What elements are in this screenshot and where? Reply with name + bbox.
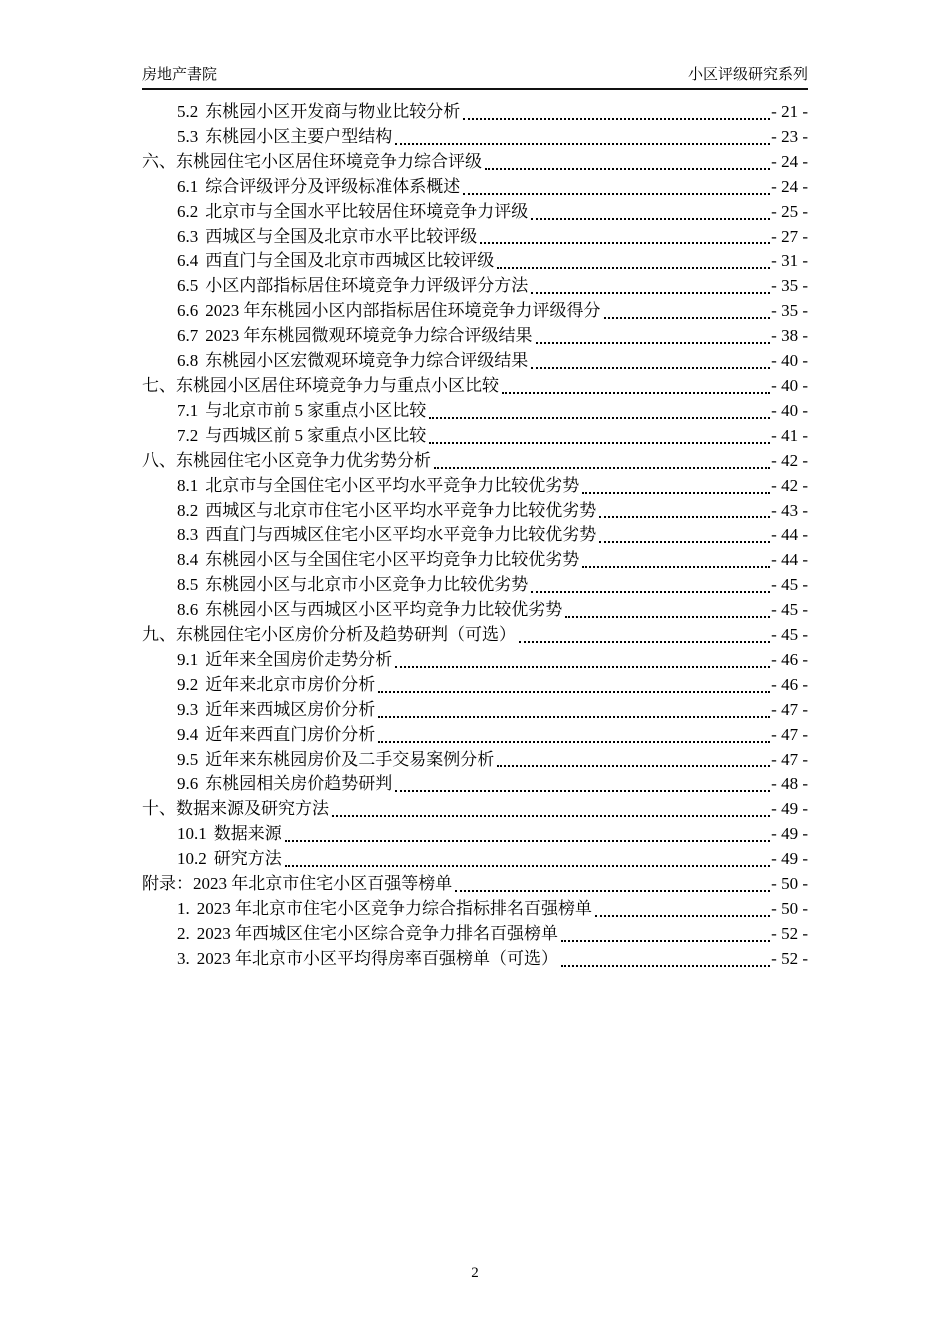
toc-leader-dots <box>599 516 770 518</box>
toc-page-number: - 45 - <box>771 575 808 595</box>
toc-entry[interactable] <box>142 872 808 897</box>
toc-entry[interactable] <box>142 748 808 773</box>
toc-entry[interactable] <box>142 125 808 150</box>
toc-entry[interactable] <box>142 772 808 797</box>
toc-entry-title: 近年来西直门房价分析 <box>205 724 376 744</box>
toc-entry-label: 9.2 <box>177 674 199 694</box>
toc-leader-dots <box>519 641 770 643</box>
toc-entry-title: 与西城区前 5 家重点小区比较 <box>205 425 427 445</box>
toc-page-number: - 48 - <box>771 774 808 794</box>
toc-page-number: - 40 - <box>771 375 808 395</box>
toc-leader-dots <box>395 666 770 668</box>
toc-entry-label: 10.1 <box>177 824 207 844</box>
toc-entry[interactable] <box>142 673 808 698</box>
toc-entry-title: 近年来东桃园房价及二手交易案例分析 <box>205 749 495 769</box>
toc-page-number: - 44 - <box>771 550 808 570</box>
toc-leader-dots <box>604 317 771 319</box>
toc-entry[interactable] <box>142 797 808 822</box>
toc-entry-label: 七、 <box>142 375 176 395</box>
toc-leader-dots <box>429 417 770 419</box>
toc-entry[interactable] <box>142 598 808 623</box>
toc-leader-dots <box>429 442 770 444</box>
toc-entry-title: 近年来全国房价走势分析 <box>205 649 393 669</box>
toc-entry-title: 东桃园住宅小区居住环境竞争力综合评级 <box>176 151 482 171</box>
toc-entry[interactable] <box>142 399 808 424</box>
toc-page-number: - 46 - <box>771 674 808 694</box>
toc-page-number: - 45 - <box>771 625 808 645</box>
toc-leader-dots <box>595 915 770 917</box>
toc-page-number: - 35 - <box>771 276 808 296</box>
toc-entry[interactable] <box>142 548 808 573</box>
toc-page-number: - 42 - <box>771 450 808 470</box>
toc-entry-label: 十、 <box>142 799 176 819</box>
toc-leader-dots <box>285 840 770 842</box>
toc-entry-title: 东桃园小区与全国住宅小区平均竞争力比较优劣势 <box>205 550 580 570</box>
toc-page-number: - 47 - <box>771 724 808 744</box>
toc-entry[interactable] <box>142 150 808 175</box>
toc-entry-label: 8.1 <box>177 475 199 495</box>
toc-entry-label: 8.3 <box>177 525 199 545</box>
toc-leader-dots <box>561 965 770 967</box>
toc-page-number: - 23 - <box>771 126 808 146</box>
toc-entry-title: 小区内部指标居住环境竞争力评级评分方法 <box>205 276 529 296</box>
toc-entry[interactable] <box>142 324 808 349</box>
toc-entry[interactable] <box>142 249 808 274</box>
toc-entry-label: 六、 <box>142 151 176 171</box>
toc-entry[interactable] <box>142 299 808 324</box>
toc-leader-dots <box>455 890 770 892</box>
toc-entry-label: 八、 <box>142 450 176 470</box>
toc-entry-label: 6.6 <box>177 301 199 321</box>
toc-page-number: - 21 - <box>771 102 808 121</box>
toc-entry-label: 6.8 <box>177 351 199 371</box>
toc-entry-title: 2023 年东桃园微观环境竞争力综合评级结果 <box>205 326 533 346</box>
toc-page-number: - 46 - <box>771 649 808 669</box>
toc-entry-label: 6.2 <box>177 201 199 221</box>
toc-entry-label: 9.5 <box>177 749 199 769</box>
toc-entry[interactable] <box>142 499 808 524</box>
toc-entry[interactable] <box>142 922 808 947</box>
toc-leader-dots <box>497 267 770 269</box>
toc-leader-dots <box>531 218 770 220</box>
toc-leader-dots <box>485 168 770 170</box>
toc-entry-title: 西城区与北京市住宅小区平均水平竞争力比较优劣势 <box>205 500 597 520</box>
toc-entry-title: 2023 年北京市小区平均得房率百强榜单（可选） <box>196 948 558 968</box>
toc-entry[interactable] <box>142 374 808 399</box>
toc-entry-label: 9.1 <box>177 649 199 669</box>
toc-leader-dots <box>582 566 770 568</box>
toc-page-number: - 27 - <box>771 226 808 246</box>
toc-entry-label: 附录： <box>142 874 193 894</box>
toc-page-number: - 49 - <box>771 824 808 844</box>
toc-leader-dots <box>463 118 770 120</box>
toc-entry-label: 8.2 <box>177 500 199 520</box>
toc-entry-title: 研究方法 <box>213 849 282 869</box>
toc-leader-dots <box>531 367 770 369</box>
toc-page-number: - 31 - <box>771 251 808 271</box>
toc-entry-title: 东桃园小区开发商与物业比较分析 <box>205 102 461 121</box>
toc-entry-label: 6.3 <box>177 226 199 246</box>
toc-page-number: - 24 - <box>771 151 808 171</box>
toc-page-number: - 24 - <box>771 176 808 196</box>
toc-entry-label: 3. <box>177 948 190 968</box>
toc-entry-label: 6.1 <box>177 176 199 196</box>
toc-list <box>142 100 808 972</box>
toc-entry-title: 2023 年西城区住宅小区综合竞争力排名百强榜单 <box>196 923 558 943</box>
toc-entry[interactable] <box>142 349 808 374</box>
toc-entry-title: 西城区与全国及北京市水平比较评级 <box>205 226 478 246</box>
toc-entry-label: 1. <box>177 899 190 918</box>
toc-leader-dots <box>378 716 770 718</box>
toc-entry[interactable] <box>142 274 808 299</box>
toc-entry-title: 北京市与全国水平比较居住环境竞争力评级 <box>205 201 529 221</box>
toc-page-number: - 44 - <box>771 525 808 545</box>
toc-leader-dots <box>285 865 770 867</box>
toc-entry-label: 6.4 <box>177 251 199 271</box>
toc-page-number: - 49 - <box>771 849 808 869</box>
toc-entry-label: 九、 <box>142 625 176 645</box>
toc-entry-title: 2023 年北京市住宅小区百强等榜单 <box>193 874 453 894</box>
toc-entry-title: 东桃园小区主要户型结构 <box>205 126 393 146</box>
toc-entry-label: 7.1 <box>177 400 199 420</box>
toc-entry[interactable] <box>142 573 808 598</box>
toc-page-number: - 52 - <box>771 923 808 943</box>
toc-leader-dots <box>531 591 770 593</box>
toc-page-number: - 49 - <box>771 799 808 819</box>
toc-leader-dots <box>434 467 770 469</box>
toc-entry-title: 东桃园小区与西城区小区平均竞争力比较优劣势 <box>205 600 563 620</box>
toc-entry-label: 5.2 <box>177 102 199 121</box>
toc-leader-dots <box>565 616 770 618</box>
toc-entry[interactable] <box>142 648 808 673</box>
toc-page-number: - 52 - <box>771 948 808 968</box>
footer-page-number: 2 <box>471 1265 479 1281</box>
toc-entry[interactable] <box>142 947 808 972</box>
toc-leader-dots <box>536 342 771 344</box>
toc-page-number: - 47 - <box>771 699 808 719</box>
toc-page-number: - 45 - <box>771 600 808 620</box>
toc-entry-label: 6.7 <box>177 326 199 346</box>
toc-entry-label: 8.5 <box>177 575 199 595</box>
toc-entry-title: 东桃园相关房价趋势研判 <box>205 774 393 794</box>
toc-entry-title: 东桃园小区宏微观环境竞争力综合评级结果 <box>205 351 529 371</box>
toc-entry[interactable] <box>142 424 808 449</box>
toc-leader-dots <box>378 691 770 693</box>
toc-leader-dots <box>395 790 770 792</box>
toc-page-number: - 47 - <box>771 749 808 769</box>
toc-entry[interactable] <box>142 225 808 250</box>
toc-entry-label: 9.4 <box>177 724 199 744</box>
toc-entry-title: 与北京市前 5 家重点小区比较 <box>205 400 427 420</box>
toc-page-number: - 43 - <box>771 500 808 520</box>
toc-entry-title: 数据来源 <box>213 824 282 844</box>
toc-entry-label: 9.3 <box>177 699 199 719</box>
toc-leader-dots <box>531 292 770 294</box>
toc-entry-label: 10.2 <box>177 849 207 869</box>
toc-page-number: - 42 - <box>771 475 808 495</box>
toc-leader-dots <box>497 765 770 767</box>
toc-page-number: - 50 - <box>771 874 808 894</box>
toc-entry[interactable] <box>142 897 808 922</box>
toc-entry-label: 7.2 <box>177 425 199 445</box>
toc-entry-title: 东桃园住宅小区竞争力优劣势分析 <box>176 450 431 470</box>
toc-entry[interactable] <box>142 200 808 225</box>
toc-leader-dots <box>332 815 770 817</box>
toc-entry[interactable] <box>142 847 808 872</box>
toc-page-number: - 40 - <box>771 351 808 371</box>
toc-entry-title: 东桃园住宅小区房价分析及趋势研判（可选） <box>176 625 516 645</box>
toc-leader-dots <box>480 242 770 244</box>
toc-page-number: - 25 - <box>771 201 808 221</box>
toc-leader-dots <box>395 143 770 145</box>
toc-page-number: - 38 - <box>771 326 808 346</box>
toc-entry[interactable] <box>142 623 808 648</box>
toc-entry[interactable] <box>142 698 808 723</box>
header-right-title: 小区评级研究系列 <box>687 67 808 83</box>
toc-page-number: - 40 - <box>771 400 808 420</box>
toc-page-number: - 35 - <box>771 301 808 321</box>
toc-entry-label: 5.3 <box>177 126 199 146</box>
toc-entry[interactable] <box>142 100 808 125</box>
toc-leader-dots <box>561 940 770 942</box>
toc-entry[interactable] <box>142 523 808 548</box>
toc-entry-title: 东桃园小区居住环境竞争力与重点小区比较 <box>176 375 499 395</box>
toc-entry-title: 西直门与西城区住宅小区平均水平竞争力比较优劣势 <box>205 525 597 545</box>
toc-leader-dots <box>502 392 770 394</box>
toc-entry-title: 2023 年东桃园小区内部指标居住环境竞争力评级得分 <box>205 301 601 321</box>
toc-entry-title: 北京市与全国住宅小区平均水平竞争力比较优劣势 <box>205 475 580 495</box>
toc-entry[interactable] <box>142 449 808 474</box>
header-left-title: 房地产書院 <box>142 67 218 83</box>
toc-entry[interactable] <box>142 474 808 499</box>
toc-entry-label: 8.6 <box>177 600 199 620</box>
toc-entry-label: 2. <box>177 923 190 943</box>
toc-entry[interactable] <box>142 175 808 200</box>
toc-entry-label: 9.6 <box>177 774 199 794</box>
toc-entry-title: 综合评级评分及评级标准体系概述 <box>205 176 461 196</box>
toc-entry[interactable] <box>142 723 808 748</box>
toc-entry-title: 西直门与全国及北京市西城区比较评级 <box>205 251 495 271</box>
toc-entry-title: 2023 年北京市住宅小区竞争力综合指标排名百强榜单 <box>196 899 592 918</box>
toc-entry-title: 近年来北京市房价分析 <box>205 674 376 694</box>
toc-entry-title: 东桃园小区与北京市小区竞争力比较优劣势 <box>205 575 529 595</box>
toc-leader-dots <box>378 741 770 743</box>
page-header <box>142 0 808 90</box>
toc-entry-label: 8.4 <box>177 550 199 570</box>
toc-entry-label: 6.5 <box>177 276 199 296</box>
toc-leader-dots <box>582 492 770 494</box>
toc-leader-dots <box>463 193 770 195</box>
toc-entry[interactable] <box>142 822 808 847</box>
toc-page-number: - 41 - <box>771 425 808 445</box>
toc-leader-dots <box>599 541 770 543</box>
toc-page-number: - 50 - <box>771 899 808 918</box>
toc-entry-title: 数据来源及研究方法 <box>176 799 329 819</box>
toc-entry-title: 近年来西城区房价分析 <box>205 699 376 719</box>
